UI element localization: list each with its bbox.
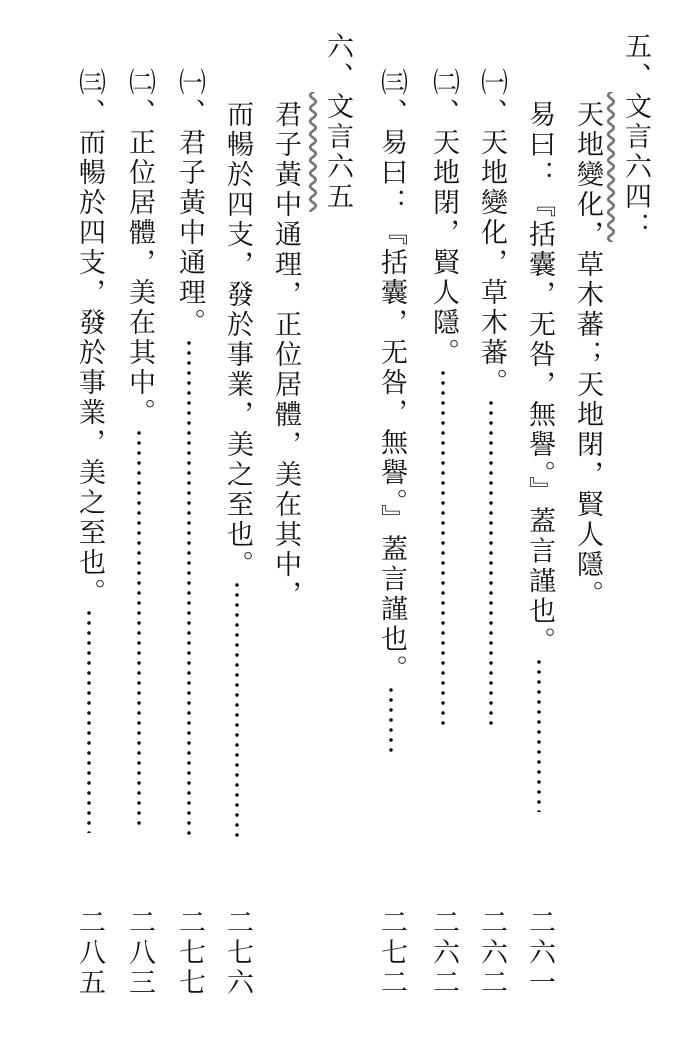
leader-dots — [174, 338, 204, 838]
leader-dots — [74, 608, 104, 833]
entry-text: 正位居體，美在其中。 — [124, 128, 155, 428]
section-6-quote-line-1: 君子黃中通理，正位居體，美在其中， — [270, 100, 301, 610]
entry-text: 天地變化，草木蕃。 — [476, 128, 507, 398]
section-6-entry-3 — [74, 68, 104, 833]
leader-dots — [222, 580, 252, 840]
entry-marker: ㈢、 — [376, 68, 407, 128]
leader-dots — [428, 368, 458, 728]
section-6-entry-3-page: 二八五 — [74, 908, 105, 998]
section-6-entry-1 — [174, 68, 204, 838]
section-6-quote-page: 二七六 — [222, 908, 253, 998]
section-5-entry-1-page: 二六二 — [476, 908, 507, 998]
section-5-entry-3-page: 二七二 — [376, 908, 407, 998]
section-5-title: 文言六四： — [620, 92, 651, 242]
entry-marker: ㈢、 — [74, 68, 105, 128]
section-5-heading — [620, 32, 650, 242]
section-6-number: 六、 — [322, 32, 353, 92]
section-5-entry-2-page: 二六二 — [428, 908, 459, 998]
section-5-number: 五、 — [620, 32, 651, 92]
section-6-entry-2-page: 二八三 — [124, 908, 155, 998]
section-6-quote-line-2: 而暢於四支，發於事業，美之至也。 — [222, 100, 252, 840]
leader-dots — [376, 685, 406, 755]
section-5-entry-1 — [476, 68, 506, 728]
entry-marker: ㈡、 — [428, 68, 459, 128]
section-5-quote-page: 二六一 — [524, 908, 555, 998]
entry-text: 君子黃中通理。 — [174, 128, 205, 338]
section-5-quote-line-1: 天地變化，草木蕃；天地閉，賢人隱。 — [572, 100, 603, 610]
leader-dots — [476, 398, 506, 728]
entry-text: 而暢於四支，發於事業，美之至也。 — [74, 128, 105, 608]
entry-text: 易曰：『括囊，无咎，無譽。』蓋言謹也。 — [376, 128, 407, 685]
leader-dots — [124, 428, 154, 828]
leader-dots — [524, 657, 554, 812]
section-5-entry-2 — [428, 68, 458, 728]
section-5-entry-3 — [376, 68, 406, 755]
entry-marker: ㈠、 — [476, 68, 507, 128]
entry-marker: ㈡、 — [124, 68, 155, 128]
entry-text: 天地閉，賢人隱。 — [428, 128, 459, 368]
section-5-quote-line-2: 易曰：『括囊，无咎，無譽。』蓋言謹也。 — [524, 100, 554, 812]
section-6-title: 文言六五 — [322, 92, 353, 212]
section-6-entry-1-page: 二七七 — [174, 908, 205, 998]
section-6-heading — [322, 32, 352, 212]
entry-marker: ㈠、 — [174, 68, 205, 128]
section-6-entry-2 — [124, 68, 154, 828]
